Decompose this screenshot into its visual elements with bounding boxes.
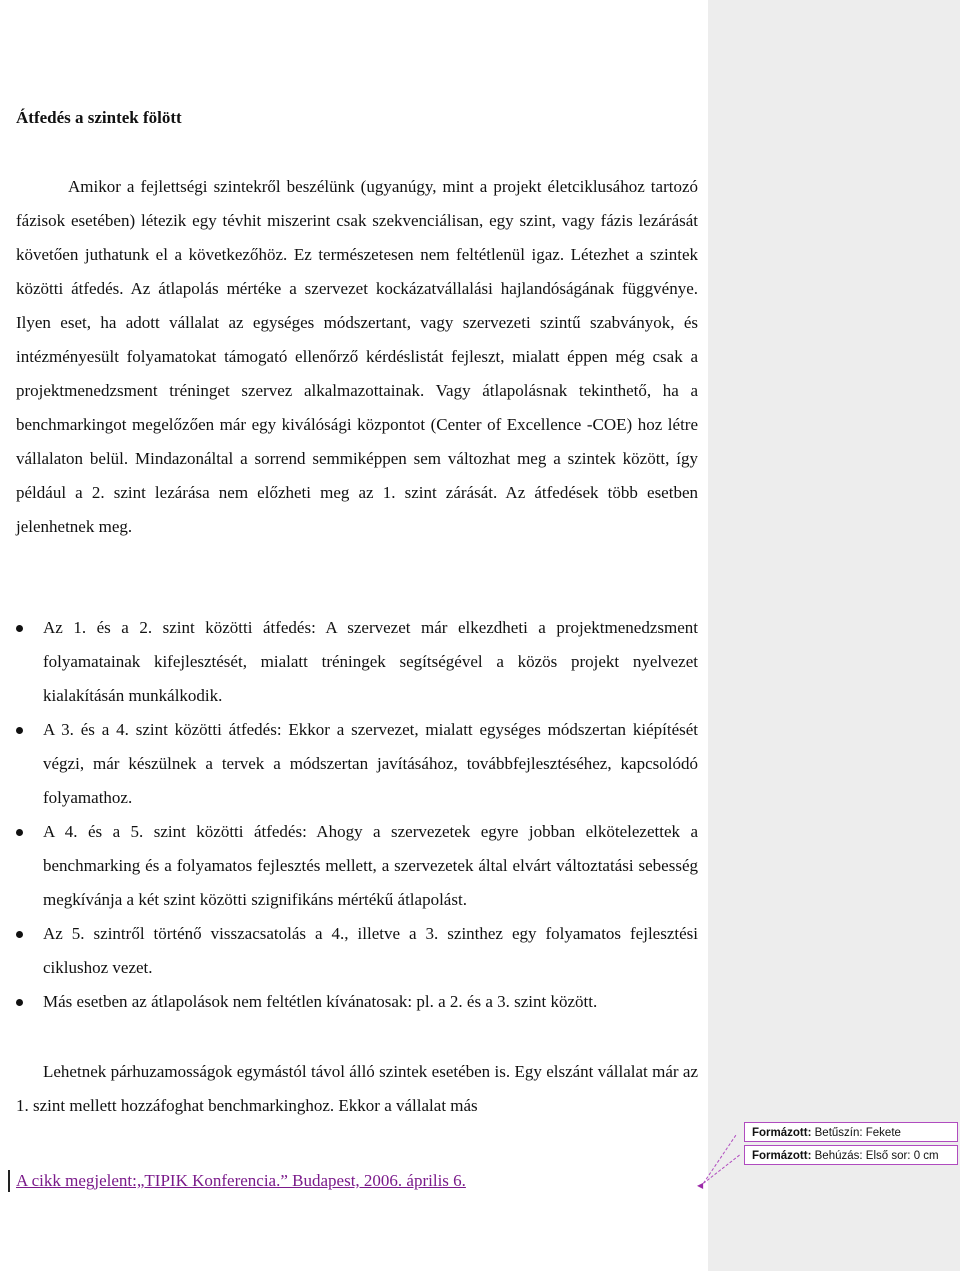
footer-citation[interactable]: A cikk megjelent:„TIPIK Konferencia.” Budapest, 2006. április 6. [16, 1171, 466, 1190]
markup-pane [708, 0, 960, 1271]
list-item: Más esetben az átlapolások nem feltétlen kívánatosak: pl. a 2. és a 3. szint között. [16, 985, 698, 1019]
format-comment-balloon[interactable]: Formázott: Betűszín: Fekete [744, 1122, 958, 1142]
list-item: A 4. és a 5. szint közötti átfedés: Ahogy a szervezetek egyre jobban elkötelezettek a benchmarking és a folyamatos fejlesztés mellett, a szervezetek által elvárt változtatási sebesség megkívánja a két szint közötti szignifikáns mértékű átlapolást. [16, 815, 698, 917]
list-item: Az 5. szintről történő visszacsatolás a 4., illetve a 3. szinthez egy folyamatos fejlesztési ciklushoz vezet. [16, 917, 698, 985]
bullet-icon [16, 727, 23, 734]
change-bar [8, 1170, 10, 1192]
bullet-icon [16, 829, 23, 836]
overlap-bullet-list [16, 611, 698, 1019]
paragraph-parallel: Lehetnek párhuzamosságok egymástól távol álló szintek esetében is. Egy elszánt vállalat már az 1. szint mellett hozzáfoghat benchmarkinghoz. Ekkor a vállalat más [16, 1062, 698, 1115]
comment-anchor-icon: ◀ [697, 1181, 704, 1190]
bullet-icon [16, 625, 23, 632]
bullet-icon [16, 931, 23, 938]
section-heading: Átfedés a szintek fölött [16, 108, 182, 127]
bullet-icon [16, 999, 23, 1006]
list-item: A 3. és a 4. szint közötti átfedés: Ekkor a szervezet, mialatt egységes módszertan kiépítését végzi, már készülnek a tervek a módszertan javításához, továbbfejlesztéséhez, kapcsolódó folyamathoz. [16, 713, 698, 815]
list-item: Az 1. és a 2. szint közötti átfedés: A szervezet már elkezdheti a projektmenedzsment folyamatainak kifejlesztését, mialatt tréningek segítségével a közös projekt nyelvezet kialakításán munkálkodik. [16, 611, 698, 713]
format-comment-balloon[interactable]: Formázott: Behúzás: Első sor: 0 cm [744, 1145, 958, 1165]
paragraph-intro: Amikor a fejlettségi szintekről beszélünk (ugyanúgy, mint a projekt életciklusához tartozó fázisok esetében) létezik egy tévhit miszerint csak szekvenciálisan, egy szint, vagy fázis lezárását követően juthatunk el a következőhöz. Ez természetesen nem feltétlenül igaz. Létezhet a szintek közötti átfedés. Az átlapolás mértéke a szervezet kockázatvállalási hajlandóságának függvénye. Ilyen eset, ha adott vállalat az egységes módszertant, vagy szervezeti szintű szabványok, és intézményesült folyamatokat támogató ellenőrző kérdéslistát fejleszt, mialatt éppen még csak a projektmenedzsment tréninget szervez alkalmazottainak. Vagy átlapolásnak tekinthető, ha a benchmarkingot megelőzően már egy kiválósági központot (Center of Excellence -COE) hoz létre vállalaton belül. Mindazonáltal a sorrend semmiképpen sem változhat meg a szintek között, így például a 2. szint lezárása nem előzheti meg az 1. szint zárását. Az átfedések több esetben jelenhetnek meg. [16, 177, 698, 536]
